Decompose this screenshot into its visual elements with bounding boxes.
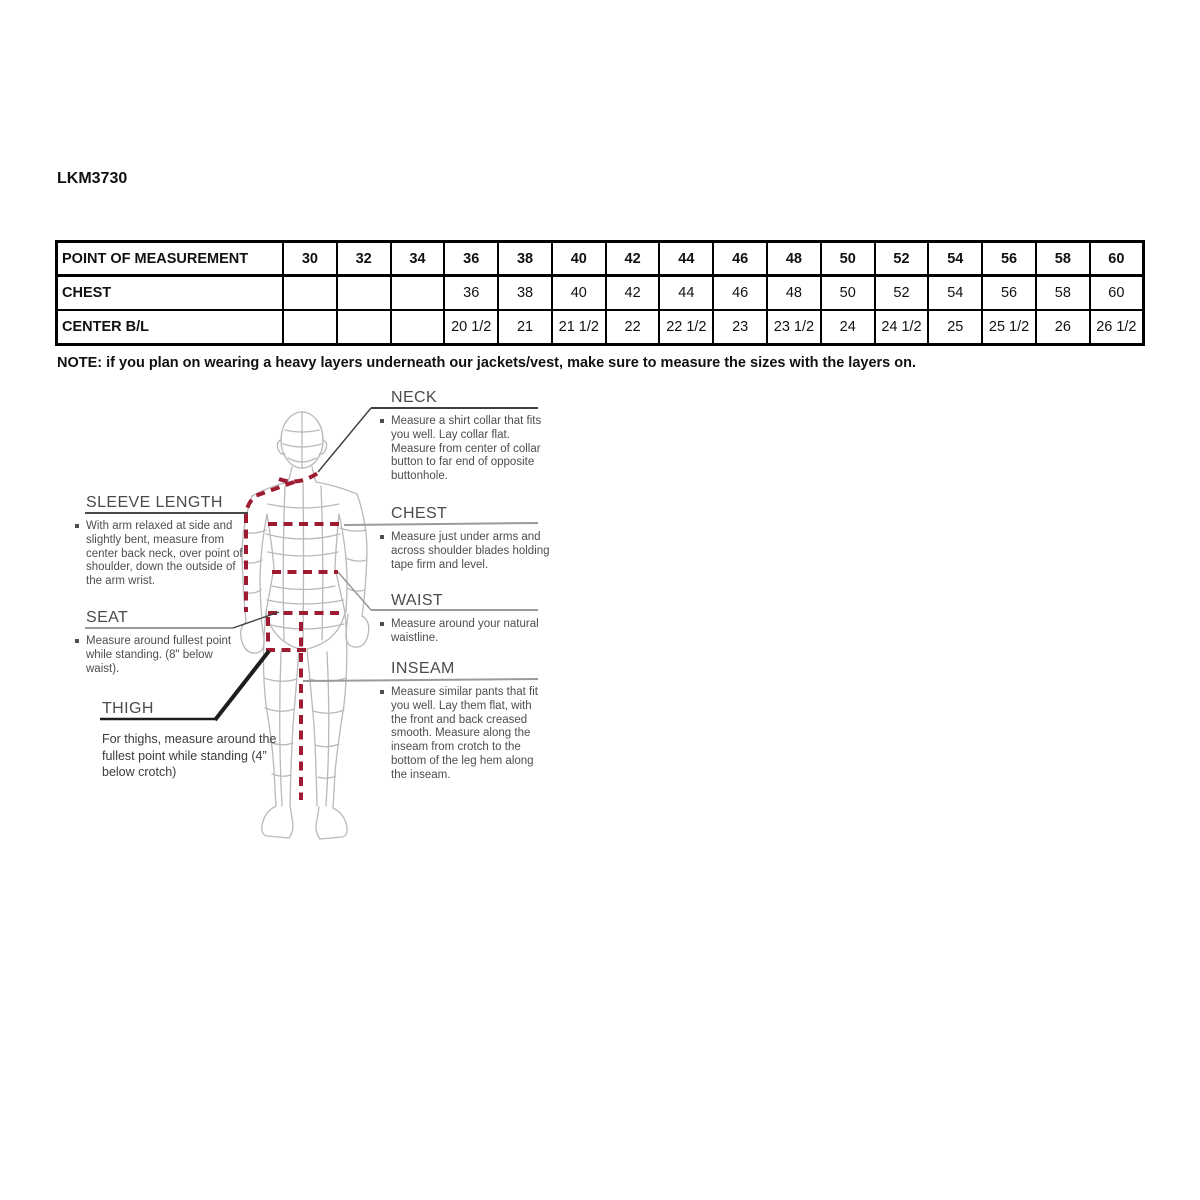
table-cell: 24 — [821, 310, 875, 345]
table-cell: 40 — [552, 276, 606, 311]
thigh-instruction-section — [102, 700, 280, 781]
style-number-title: LKM3730 — [57, 170, 128, 187]
table-cell: 48 — [767, 276, 821, 311]
neck-label: NECK — [391, 389, 438, 406]
header-size-54: 54 — [928, 242, 982, 276]
inseam-instruction-text: Measure similar pants that fit you well. Lay them flat, with the front and back creased smooth. Measure along the inseam from crotch to the bottom of the leg hem along the inseam. — [391, 686, 539, 781]
seat-label: SEAT — [86, 609, 129, 626]
waist-label: WAIST — [391, 592, 444, 609]
square-bullet-icon — [380, 419, 384, 423]
header-size-36: 36 — [444, 242, 498, 276]
chest-label: CHEST — [391, 505, 448, 522]
table-cell — [283, 276, 337, 311]
table-cell: 36 — [444, 276, 498, 311]
size-table-header-row — [57, 242, 1144, 276]
header-size-30: 30 — [283, 242, 337, 276]
table-cell: 26 1/2 — [1090, 310, 1144, 345]
header-size-60: 60 — [1090, 242, 1144, 276]
waist-connector-line — [338, 572, 371, 610]
table-cell — [391, 276, 445, 311]
header-size-58: 58 — [1036, 242, 1090, 276]
header-size-32: 32 — [337, 242, 391, 276]
square-bullet-icon — [75, 639, 79, 643]
table-cell: 25 — [928, 310, 982, 345]
square-bullet-icon — [75, 524, 79, 528]
thigh-label: THIGH — [102, 700, 154, 717]
chest-instruction-section — [391, 505, 555, 572]
table-cell: 54 — [928, 276, 982, 311]
neck-connector-line — [318, 408, 371, 472]
table-cell: 60 — [1090, 276, 1144, 311]
table-cell — [337, 310, 391, 345]
table-cell: 23 1/2 — [767, 310, 821, 345]
header-size-46: 46 — [713, 242, 767, 276]
table-cell — [337, 276, 391, 311]
header-size-38: 38 — [498, 242, 552, 276]
waist-instruction-text: Measure around your natural waistline. — [391, 618, 539, 644]
table-cell: 46 — [713, 276, 767, 311]
header-size-44: 44 — [659, 242, 713, 276]
table-cell: 23 — [713, 310, 767, 345]
table-cell: 42 — [606, 276, 660, 311]
sleeve-length-instruction-section — [86, 494, 252, 589]
header-size-56: 56 — [982, 242, 1036, 276]
header-size-40: 40 — [552, 242, 606, 276]
thigh-measure-line — [268, 617, 311, 650]
table-cell: 21 1/2 — [552, 310, 606, 345]
neck-measure-line — [279, 470, 322, 482]
header-size-48: 48 — [767, 242, 821, 276]
square-bullet-icon — [380, 690, 384, 694]
table-cell: 50 — [821, 276, 875, 311]
table-cell: 44 — [659, 276, 713, 311]
neck-instruction-section — [391, 389, 547, 484]
table-cell: 22 1/2 — [659, 310, 713, 345]
table-cell: 21 — [498, 310, 552, 345]
table-row — [57, 310, 1144, 345]
header-size-42: 42 — [606, 242, 660, 276]
table-cell: 38 — [498, 276, 552, 311]
table-cell — [391, 310, 445, 345]
seat-instruction-text: Measure around fullest point while standing. (8" below waist). — [86, 635, 232, 675]
square-bullet-icon — [380, 622, 384, 626]
row-label: CHEST — [57, 276, 284, 311]
square-bullet-icon — [380, 535, 384, 539]
inseam-instruction-section — [391, 660, 549, 783]
header-point-of-measurement: POINT OF MEASUREMENT — [57, 242, 284, 276]
table-cell: 20 1/2 — [444, 310, 498, 345]
table-cell: 26 — [1036, 310, 1090, 345]
header-size-50: 50 — [821, 242, 875, 276]
sleeve-measure-line — [246, 482, 294, 612]
table-cell: 52 — [875, 276, 929, 311]
table-cell: 56 — [982, 276, 1036, 311]
sleeve-length-instruction-text: With arm relaxed at side and slightly bent, measure from center back neck, over point of shoulder, down the outside of the arm wrist. — [86, 520, 243, 588]
size-table-body — [57, 276, 1144, 345]
seat-instruction-section — [86, 609, 242, 676]
table-cell: 58 — [1036, 276, 1090, 311]
row-label: CENTER B/L — [57, 310, 284, 345]
neck-instruction-text: Measure a shirt collar that fits you well. Lay collar flat. Measure from center of collar button to far end of opposite buttonhole. — [391, 415, 542, 483]
thigh-instruction-text: For thighs, measure around the fullest point while standing (4” below crotch) — [102, 732, 277, 779]
header-size-52: 52 — [875, 242, 929, 276]
table-header-row — [57, 242, 1144, 276]
inseam-label: INSEAM — [391, 660, 455, 677]
table-cell: 24 1/2 — [875, 310, 929, 345]
size-table — [55, 240, 1145, 346]
layering-note: NOTE: if you plan on wearing a heavy layers underneath our jackets/vest, make sure to measure the sizes with the layers on. — [57, 355, 917, 371]
sleeve-length-label: SLEEVE LENGTH — [86, 494, 223, 511]
waist-instruction-section — [391, 592, 555, 646]
header-size-34: 34 — [391, 242, 445, 276]
table-cell: 25 1/2 — [982, 310, 1036, 345]
table-cell: 22 — [606, 310, 660, 345]
table-cell — [283, 310, 337, 345]
table-row — [57, 276, 1144, 311]
chest-instruction-text: Measure just under arms and across shoulder blades holding tape firm and level. — [391, 531, 550, 571]
